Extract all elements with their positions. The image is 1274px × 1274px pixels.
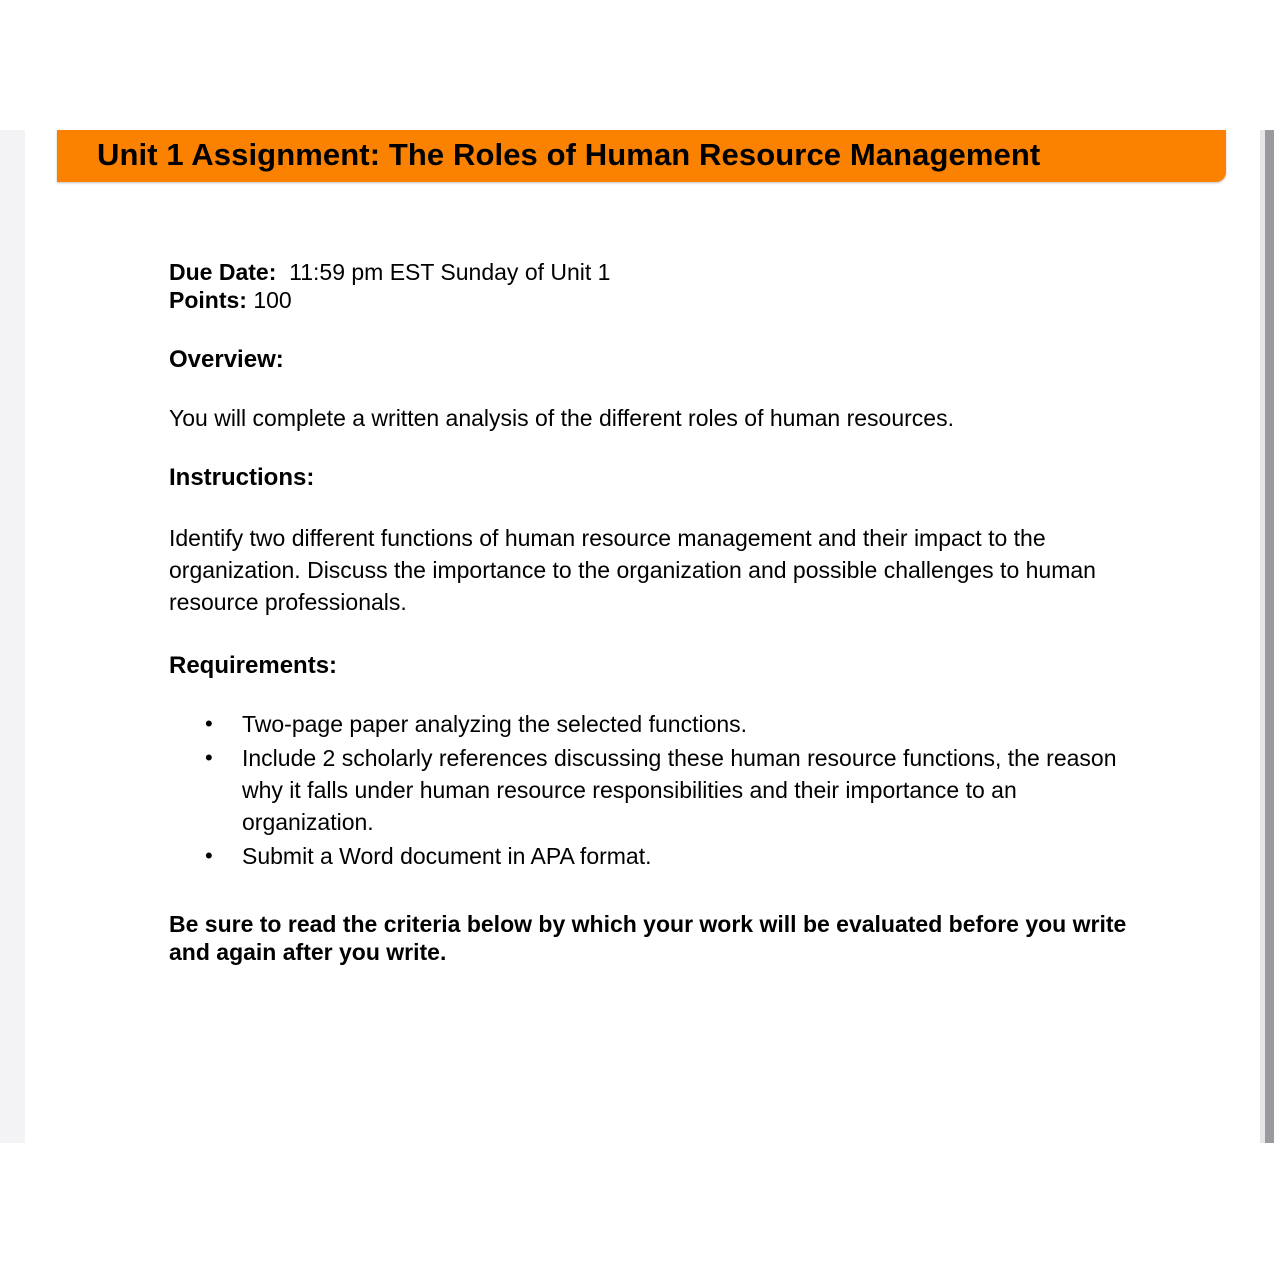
- points-line: [169, 286, 1129, 314]
- list-item: [169, 708, 1129, 740]
- due-date-line: [169, 258, 1129, 286]
- due-date-label: Due Date:: [169, 259, 277, 285]
- instructions-text: Identify two different functions of human resource management and their impact to the organization. Discuss the importance to the organization and possible challenges to human resource professionals.: [169, 525, 1096, 615]
- bullet-icon: •: [205, 711, 213, 736]
- bullet-icon: •: [205, 843, 213, 868]
- requirement-text: Submit a Word document in APA format.: [242, 843, 652, 869]
- due-date-value: 11:59 pm EST Sunday of Unit 1: [289, 259, 611, 285]
- points-label: Points:: [169, 287, 247, 313]
- requirements-list: [169, 708, 1129, 872]
- requirement-text: Include 2 scholarly references discussing these human resource functions, the reason why it falls under human resource responsibilities and their importance to an organization.: [242, 745, 1117, 835]
- evaluation-note: Be sure to read the criteria below by which your work will be evaluated before you write and again after you write.: [169, 911, 1127, 965]
- overview-text: You will complete a written analysis of the different roles of human resources.: [169, 405, 954, 431]
- list-item: [169, 840, 1129, 872]
- instructions-heading: Instructions:: [169, 464, 315, 491]
- assignment-body: [169, 258, 1129, 966]
- overview-heading: Overview:: [169, 346, 284, 373]
- bullet-icon: •: [205, 745, 213, 770]
- list-item: [169, 742, 1129, 838]
- points-value: 100: [253, 287, 292, 313]
- page-title: Unit 1 Assignment: The Roles of Human Resource Management: [97, 137, 1041, 172]
- requirements-heading: Requirements:: [169, 652, 338, 679]
- page-edge-shadow: [1265, 130, 1274, 1143]
- requirement-text: Two-page paper analyzing the selected functions.: [242, 711, 748, 737]
- title-banner: [57, 130, 1226, 182]
